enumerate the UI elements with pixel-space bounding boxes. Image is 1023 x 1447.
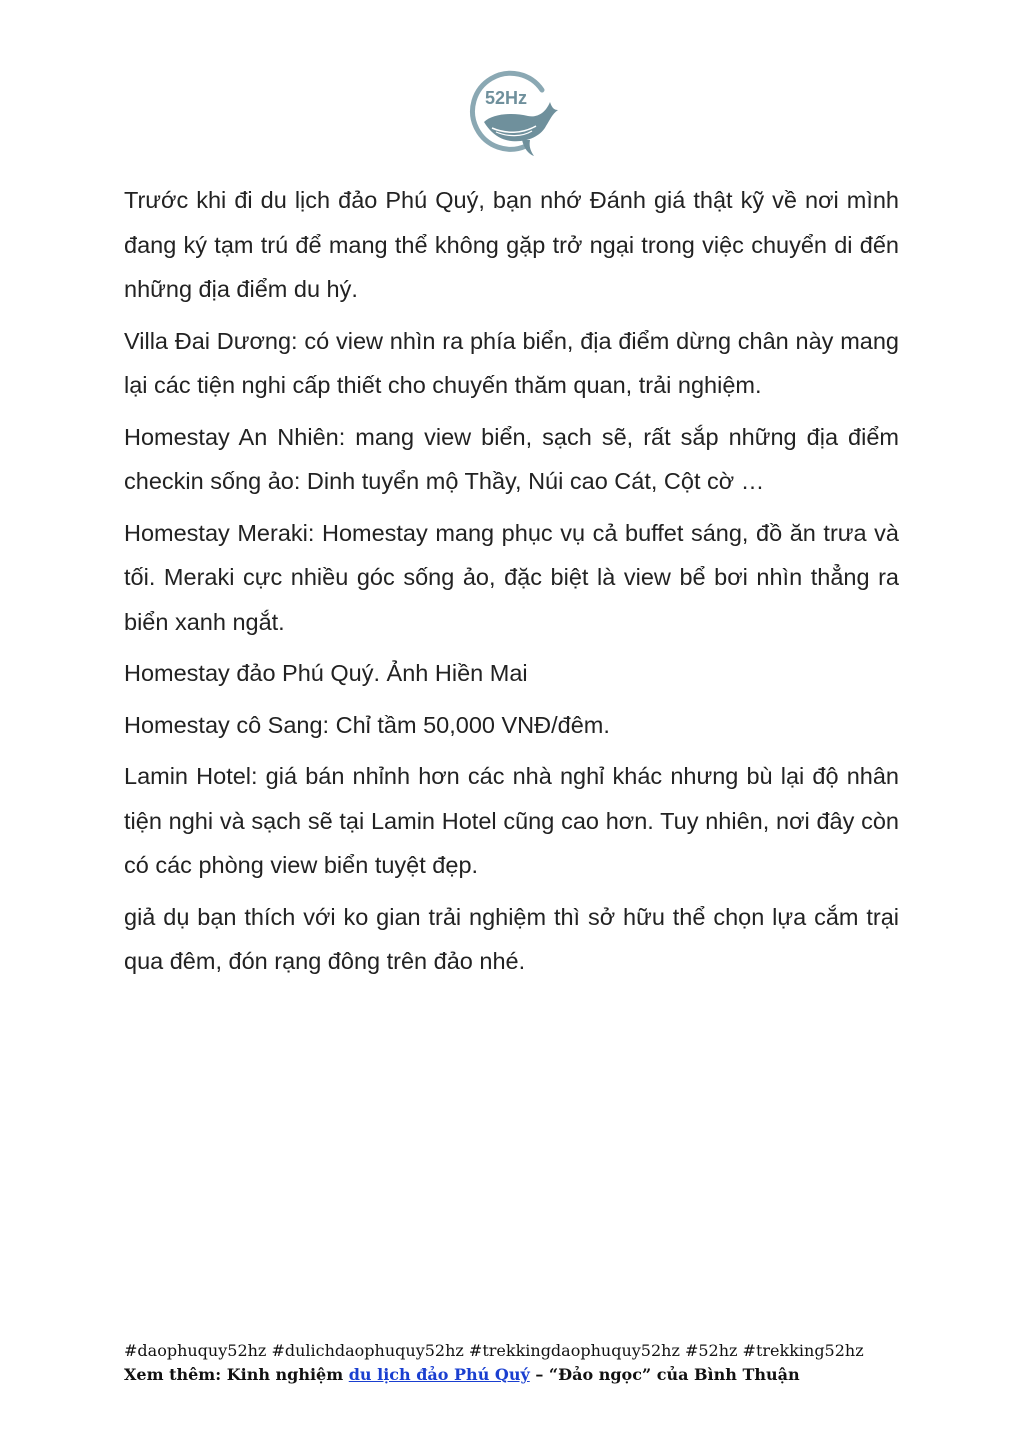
- article-body: [124, 178, 899, 991]
- footer-hashtags: #daophuquy52hz #dulichdaophuquy52hz #trekkingdaophuquy52hz #52hz #trekking52hz: [124, 1341, 864, 1360]
- paragraph-lamin-hotel: Lamin Hotel: giá bán nhỉnh hơn các nhà nghỉ khác nhưng bù lại độ nhân tiện nghi và sạch sẽ tại Lamin Hotel cũng cao hơn. Tuy nhiên, nơi đây còn có các phòng view biển tuyệt đẹp.: [124, 763, 899, 878]
- paragraph-intro: Trước khi đi du lịch đảo Phú Quý, bạn nhớ Đánh giá thật kỹ về nơi mình đang ký tạm trú để mang thể không gặp trở ngại trong việc chuyển di đến những địa điểm du hý.: [124, 187, 899, 302]
- see-more-suffix: – “Đảo ngọc” của Bình Thuận: [529, 1365, 800, 1384]
- see-more-link[interactable]: du lịch đảo Phú Quý: [348, 1365, 530, 1384]
- paragraph-camping: giả dụ bạn thích với ko gian trải nghiệm thì sở hữu thể chọn lựa cắm trại qua đêm, đón rạng đông trên đảo nhé.: [124, 903, 899, 974]
- logo-text: 52Hz: [484, 88, 528, 108]
- whale-circle-logo-icon: [462, 60, 562, 160]
- paragraph-homestay-an-nhien: Homestay An Nhiên: mang view biển, sạch sẽ, rất sắp những địa điểm checkin sống ảo: Dinh tuyển mộ Thầy, Núi cao Cát, Cột cờ …: [124, 423, 899, 494]
- paragraph-photo-caption: Homestay đảo Phú Quý. Ảnh Hiền Mai: [124, 660, 528, 686]
- page-footer: [124, 1339, 904, 1387]
- paragraph-homestay-meraki: Homestay Meraki: Homestay mang phục vụ cả buffet sáng, đồ ăn trưa và tối. Meraki cực nhiều góc sống ảo, đặc biệt là view bể bơi nhìn thẳng ra biển xanh ngắt.: [124, 519, 899, 635]
- see-more-prefix: Xem thêm: Kinh nghiệm: [124, 1365, 349, 1384]
- brand-logo: [462, 60, 562, 160]
- paragraph-villa-dai-duong: Villa Đai Dương: có view nhìn ra phía biển, địa điểm dừng chân này mang lại các tiện nghi cấp thiết cho chuyến thăm quan, trải nghiệm.: [124, 327, 899, 398]
- footer-see-more: [124, 1363, 904, 1387]
- paragraph-homestay-co-sang: Homestay cô Sang: Chỉ tầm 50,000 VNĐ/đêm.: [124, 711, 610, 738]
